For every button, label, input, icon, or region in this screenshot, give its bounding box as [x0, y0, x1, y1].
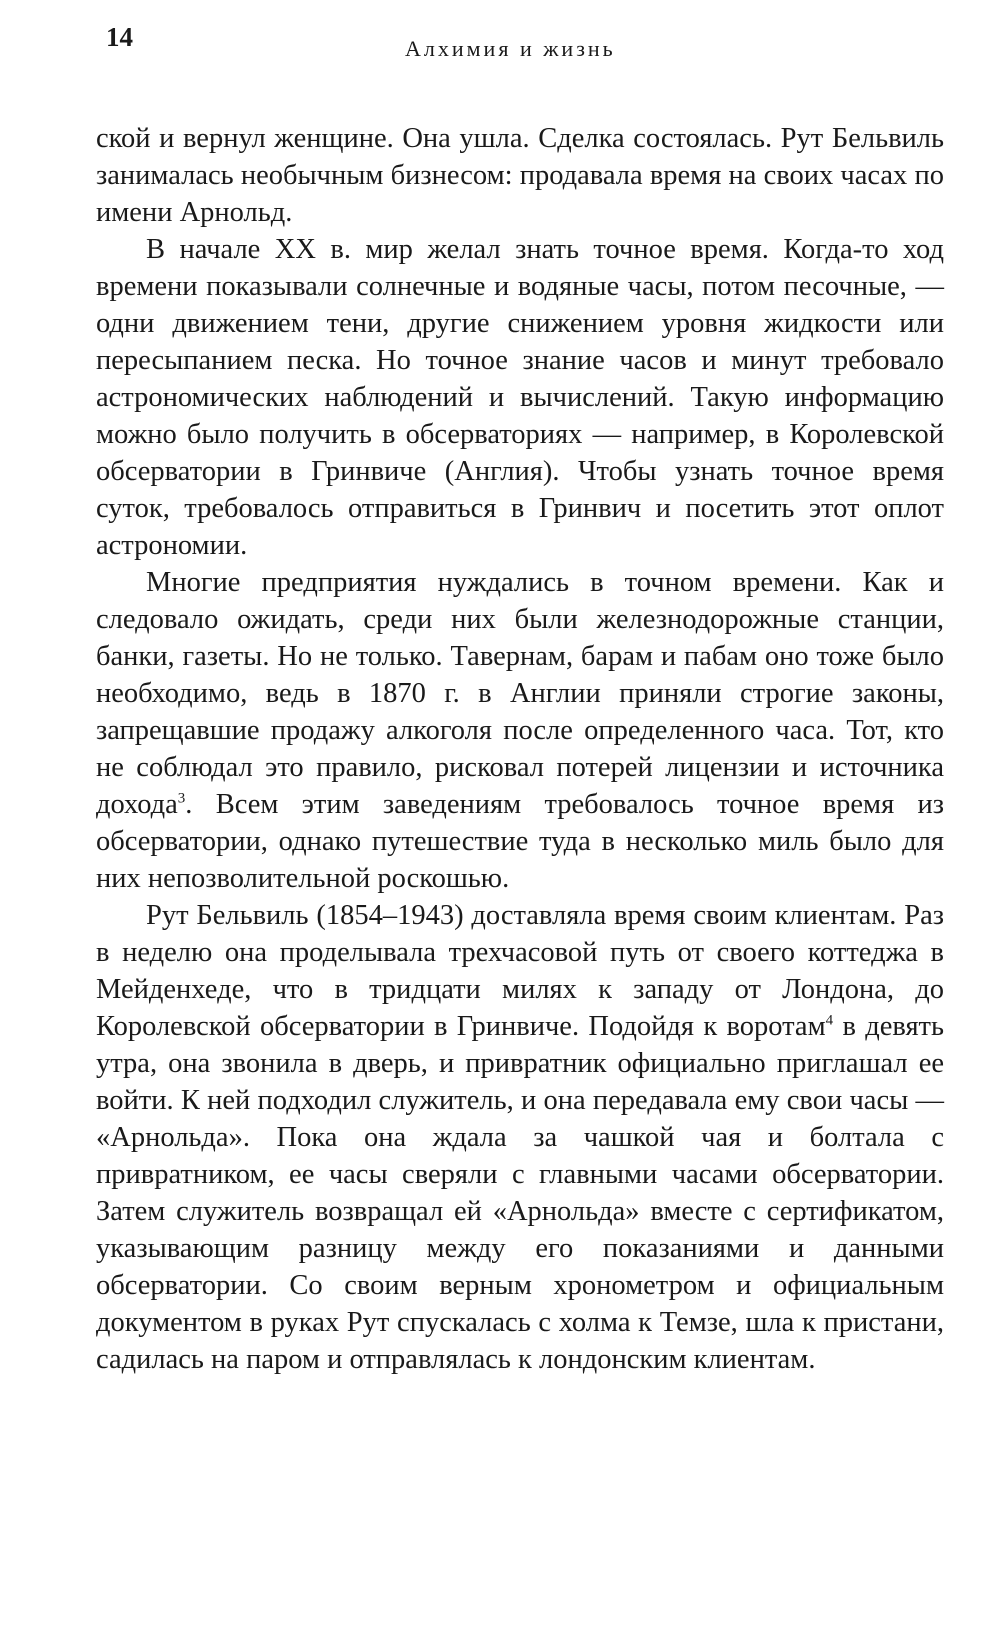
- paragraph: [96, 564, 944, 897]
- paragraph: [96, 897, 944, 1378]
- body-text: [96, 120, 944, 1378]
- footnote-marker: 4: [825, 1012, 834, 1029]
- paragraph-text: в девять утра, она звонила в дверь, и привратник официально приглашал ее войти. К ней подходил служитель, и она передавала ему свои часы — «Арнольда». Пока она ждала за чашкой чая и болтала с привратником, ее часы сверяли с главными часами обсерватории. Затем служитель возвращал ей «Арнольда» вместе с сертификатом, указывающим разницу между его показаниями и данными обсерватории. Со своим верным хронометром и официальным документом в руках Рут спускалась с холма к Темзе, шла к пристани, садилась на паром и отправлялась к лондонским клиентам.: [96, 1011, 945, 1375]
- footnote-marker: 3: [177, 790, 186, 807]
- page-number: 14: [106, 22, 133, 52]
- running-title: Алхимия и жизнь: [405, 36, 616, 61]
- paragraph-text: Рут Бельвиль (1854–1943) доставляла время своим клиентам. Раз в неделю она проделывала трехчасовой путь от своего коттеджа в Мейденхеде, что в тридцати милях к западу от Лондона, до Королевской обсерватории в Гринвиче. Подойдя к воротам: [96, 900, 944, 1042]
- paragraph: В начале XX в. мир желал знать точное время. Когда-то ход времени показывали солнечные и водяные часы, потом песочные, — одни движением тени, другие снижением уровня жидкости или пересыпанием песка. Но точное знание часов и минут требовало астрономических наблюдений и вычислений. Такую информацию можно было получить в обсерваториях — например, в Королевской обсерватории в Гринвиче (Англия). Чтобы узнать точное время суток, требовалось отправиться в Гринвич и посетить этот оплот астрономии.: [96, 234, 944, 561]
- paragraph-text: . Всем этим заведениям требовалось точное время из обсерватории, однако путешествие туда в несколько миль было для них непозволительной роскошью.: [96, 789, 944, 894]
- paragraph-continuation: ской и вернул женщине. Она ушла. Сделка состоялась. Рут Бельвиль занималась необычным бизнесом: продавала время на своих часах по имени Арнольд.: [96, 123, 944, 228]
- paragraph-text: Многие предприятия нуждались в точном времени. Как и следовало ожидать, среди них были железнодорожные станции, банки, газеты. Но не только. Тавернам, барам и пабам оно тоже было необходимо, ведь в 1870 г. в Англии приняли строгие законы, запрещавшие продажу алкоголя после определенного часа. Тот, кто не соблюдал это правило, рисковал потерей лицензии и источника дохода: [96, 567, 944, 820]
